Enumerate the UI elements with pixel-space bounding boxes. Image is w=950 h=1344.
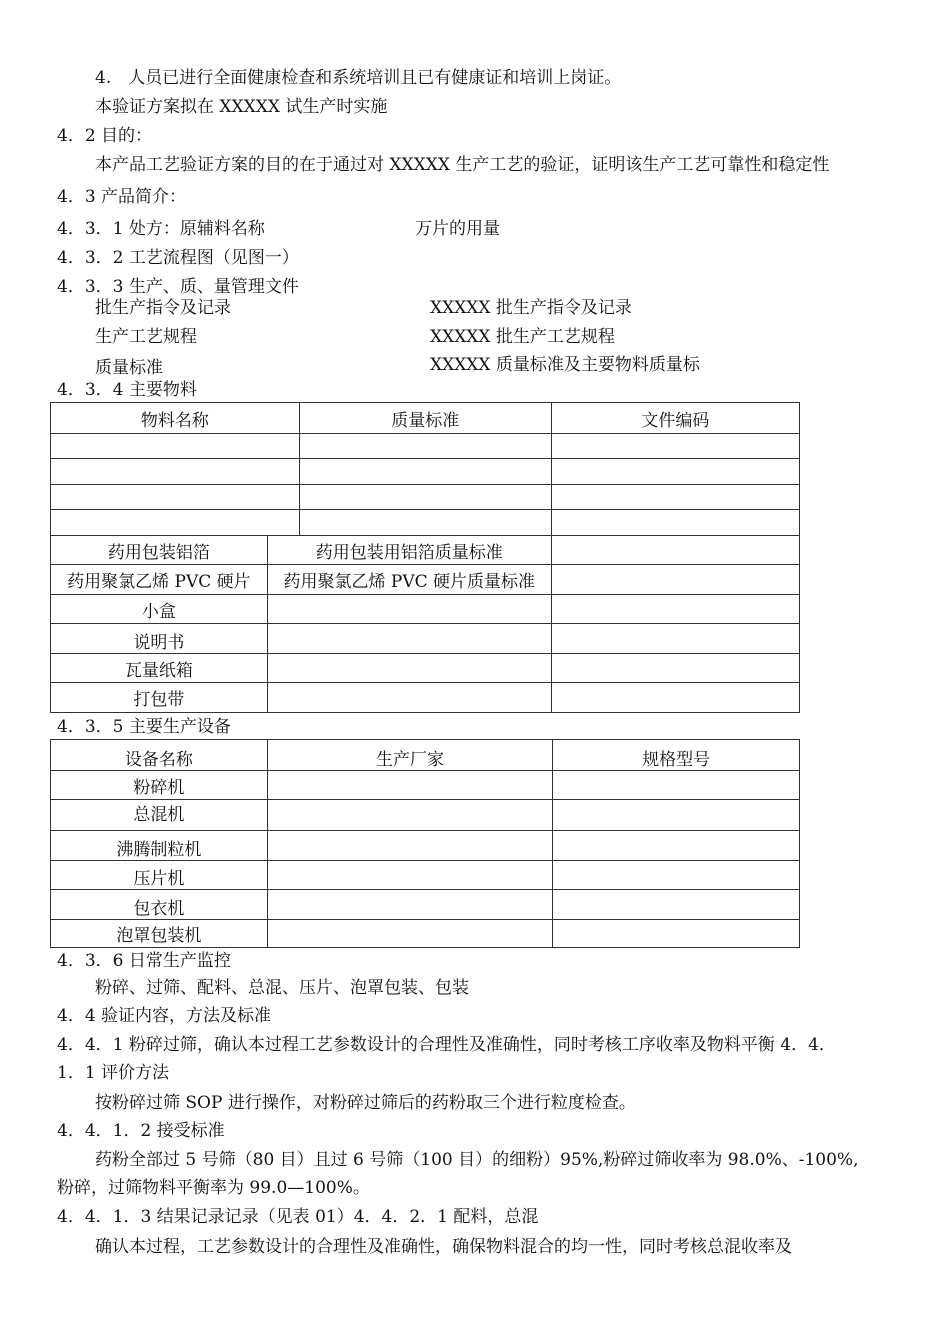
material-name: 打包带: [51, 683, 268, 713]
table-row: [51, 434, 800, 459]
section-heading: 4．3．5 主要生产设备: [57, 717, 231, 737]
section-heading: 4．3 产品简介：: [57, 187, 187, 207]
table-row: [51, 510, 800, 536]
table-row: [51, 595, 800, 624]
table-row: [51, 624, 800, 654]
doc-name: 生产工艺规程: [95, 327, 197, 347]
material-standard: 药用聚氯乙烯 PVC 硬片质量标准: [267, 565, 551, 595]
table-row: [51, 771, 800, 800]
material-standard: [267, 654, 551, 683]
section-heading: 4．3．1 处方：原辅料名称: [57, 219, 265, 239]
section-heading: 4．2 目的：: [57, 126, 153, 146]
section-heading: 4．3．4 主要物料: [57, 380, 197, 400]
column-header: 设备名称: [51, 740, 268, 771]
text-line: 粉碎，过筛物料平衡率为 99.0—100%。: [57, 1178, 370, 1198]
table-row: [51, 485, 800, 510]
section-heading: 4．3．2 工艺流程图（见图一）: [57, 248, 299, 268]
table-row: [51, 459, 800, 485]
doc-name: 质量标准: [95, 358, 163, 378]
doc-name: XXXXX 批生产工艺规程: [430, 327, 615, 347]
column-header: 物料名称: [51, 403, 300, 434]
column-header: 文件编码: [551, 403, 799, 434]
material-standard: [267, 595, 551, 624]
text-line: 1．1 评价方法: [57, 1063, 170, 1083]
text-line: 本验证方案拟在 XXXXX 试生产时实施: [95, 97, 388, 117]
material-name: 药用包装铝箔: [51, 536, 268, 565]
column-header: 规格型号: [553, 740, 800, 771]
equipment-name: 包衣机: [51, 890, 268, 920]
equipment-name: 总混机: [51, 800, 268, 831]
equipment-table: [50, 739, 800, 948]
equipment-name: 粉碎机: [51, 771, 268, 800]
table-row: [51, 890, 800, 920]
text-line: 本产品工艺验证方案的目的在于通过对 XXXXX 生产工艺的验证，证明该生产工艺可靠性和稳定性: [95, 155, 830, 175]
material-name: 瓦量纸箱: [51, 654, 268, 683]
material-name: 药用聚氯乙烯 PVC 硬片: [51, 565, 268, 595]
doc-name: 批生产指令及记录: [95, 298, 231, 318]
column-header: 生产厂家: [267, 740, 553, 771]
column-header: 质量标准: [299, 403, 551, 434]
material-name: 说明书: [51, 624, 268, 654]
table-row: [51, 683, 800, 713]
table-row: [51, 565, 800, 595]
equipment-name: 压片机: [51, 861, 268, 890]
table-row: [51, 800, 800, 831]
equipment-name: 泡罩包装机: [51, 920, 268, 948]
section-heading: 4．4．1．2 接受标准: [57, 1121, 225, 1141]
materials-table: [50, 402, 800, 713]
material-name: 小盒: [51, 595, 268, 624]
section-heading: 4．4 验证内容，方法及标准: [57, 1006, 272, 1026]
section-heading: 4．3．6 日常生产监控: [57, 951, 231, 971]
doc-name: XXXXX 批生产指令及记录: [430, 298, 632, 318]
text-line: 4．4．1 粉碎过筛，确认本过程工艺参数设计的合理性及准确性，同时考核工序收率及物料平衡 4．4．: [57, 1035, 836, 1055]
section-heading: 4．3．3 生产、质、量管理文件: [57, 277, 299, 297]
doc-name: XXXXX 质量标准及主要物料质量标: [430, 355, 700, 375]
equipment-name: 沸腾制粒机: [51, 831, 268, 861]
material-standard: [267, 683, 551, 713]
text-line: 万片的用量: [415, 219, 500, 239]
text-line: 按粉碎过筛 SOP 进行操作，对粉碎过筛后的药粉取三个进行粒度检查。: [95, 1093, 636, 1113]
material-standard: 药用包装用铝箔质量标准: [267, 536, 551, 565]
table-row: [51, 654, 800, 683]
text-line: 确认本过程，工艺参数设计的合理性及准确性，确保物料混合的均一性，同时考核总混收率及: [95, 1237, 792, 1257]
material-standard: [267, 624, 551, 654]
table-row: [51, 831, 800, 861]
section-heading: 4．4．1．3 结果记录记录（见表 01）4．4．2．1 配料，总混: [57, 1207, 539, 1227]
table-row: [51, 920, 800, 948]
text-line: 药粉全部过 5 号筛（80 目）且过 6 号筛（100 目）的细粉）95%,粉碎过筛收率为 98.0%、-100%,: [95, 1150, 859, 1170]
table-row: [51, 861, 800, 890]
text-line: 4. 人员已进行全面健康检查和系统培训且已有健康证和培训上岗证。: [95, 68, 622, 88]
text-line: 粉碎、过筛、配料、总混、压片、泡罩包装、包装: [95, 978, 469, 998]
table-row: [51, 536, 800, 565]
